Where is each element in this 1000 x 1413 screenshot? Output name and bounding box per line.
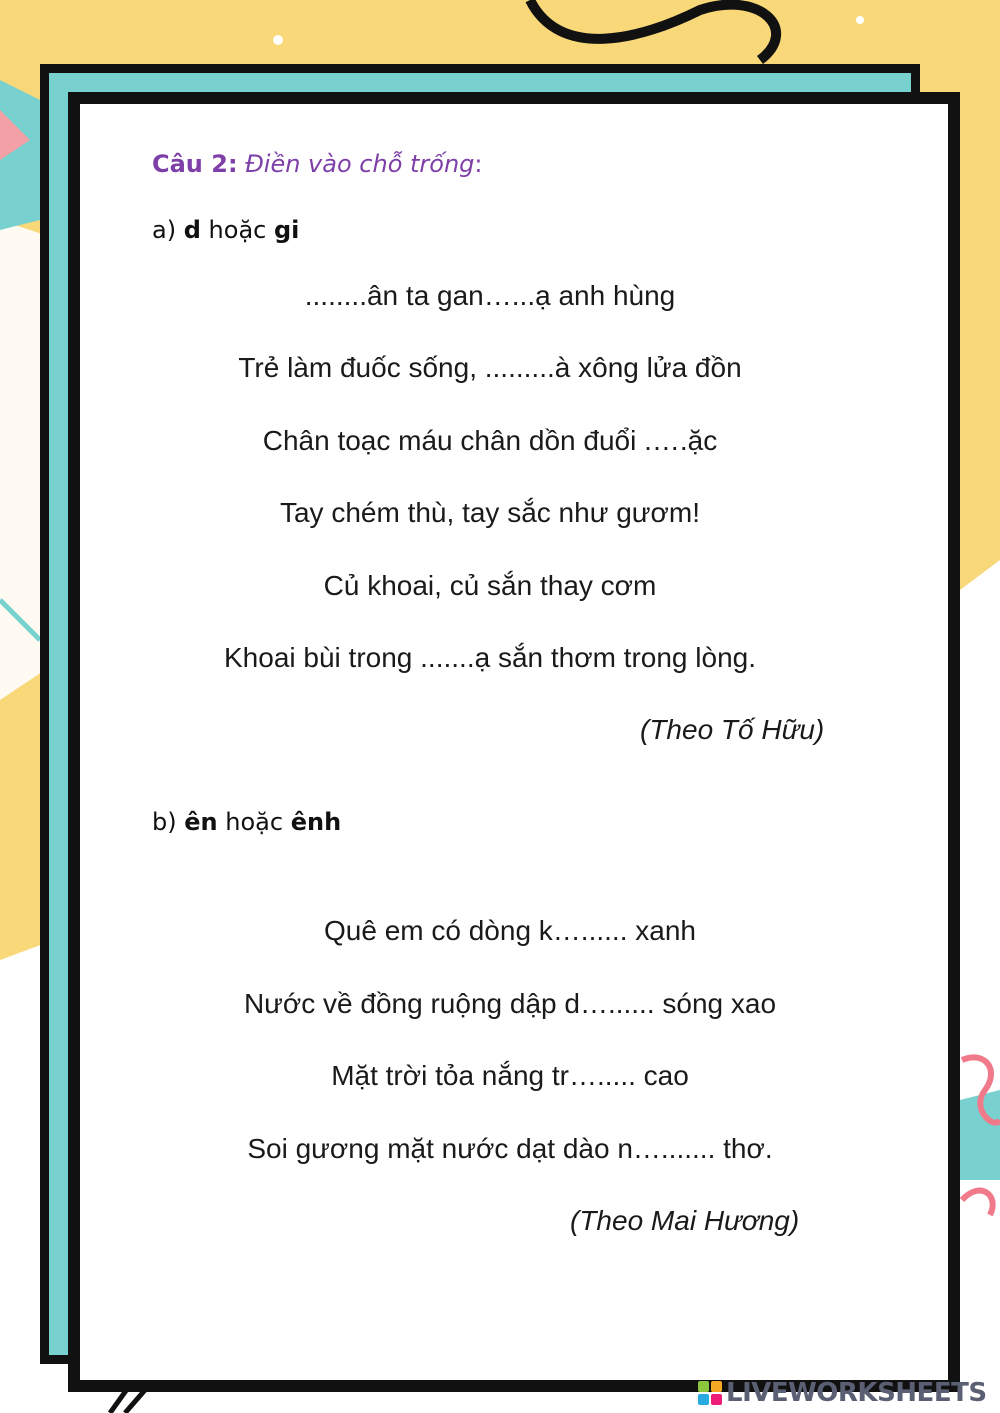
section-b-connector: hoặc <box>225 808 284 836</box>
section-a-connector: hoặc <box>208 216 267 244</box>
question-instruction: Điền vào chỗ trống <box>245 150 475 178</box>
section-b-credit: (Theo Mai Hương) <box>570 1205 800 1236</box>
heading-colon: : <box>474 150 483 178</box>
liveworksheets-logo-icon <box>698 1381 722 1405</box>
section-a-prefix: a) <box>152 216 177 244</box>
section-b-option1: ên <box>184 808 218 836</box>
section-b-label <box>152 808 341 836</box>
section-b-prefix: b) <box>152 808 177 836</box>
verse-line: Trẻ làm đuốc sống, .........à xông lửa đồn <box>238 352 742 383</box>
section-a-option1: d <box>183 216 201 244</box>
verse-line: ........ân ta gan…...ạ anh hùng <box>304 280 676 311</box>
verse-line: Tay chém thù, tay sắc như gươm! <box>279 497 700 528</box>
verse-line: Mặt trời tỏa nắng tr…..... cao <box>331 1060 689 1091</box>
section-a-label <box>152 216 299 244</box>
verse-line: Khoai bùi trong .......ạ sắn thơm trong lòng. <box>224 642 756 673</box>
question-heading <box>152 150 483 178</box>
section-a-credit: (Theo Tố Hữu) <box>640 714 825 745</box>
verse-line: Soi gương mặt nước dạt dào n…....... thơ. <box>247 1133 773 1164</box>
question-number: Câu 2: <box>152 150 238 178</box>
section-b-option2: ênh <box>290 808 342 836</box>
verse-line: Nước về đồng ruộng dập d…...... sóng xao <box>243 988 777 1019</box>
verse-line: Chân toạc máu chân dồn đuổi .….ặc <box>262 425 718 456</box>
liveworksheets-watermark <box>698 1376 987 1410</box>
watermark-text: LIVEWORKSHEETS <box>726 1378 987 1408</box>
section-a-option2: gi <box>273 216 300 244</box>
verse-line: Quê em có dòng k…...... xanh <box>324 915 696 946</box>
verse-line: Củ khoai, củ sắn thay cơm <box>323 570 657 601</box>
